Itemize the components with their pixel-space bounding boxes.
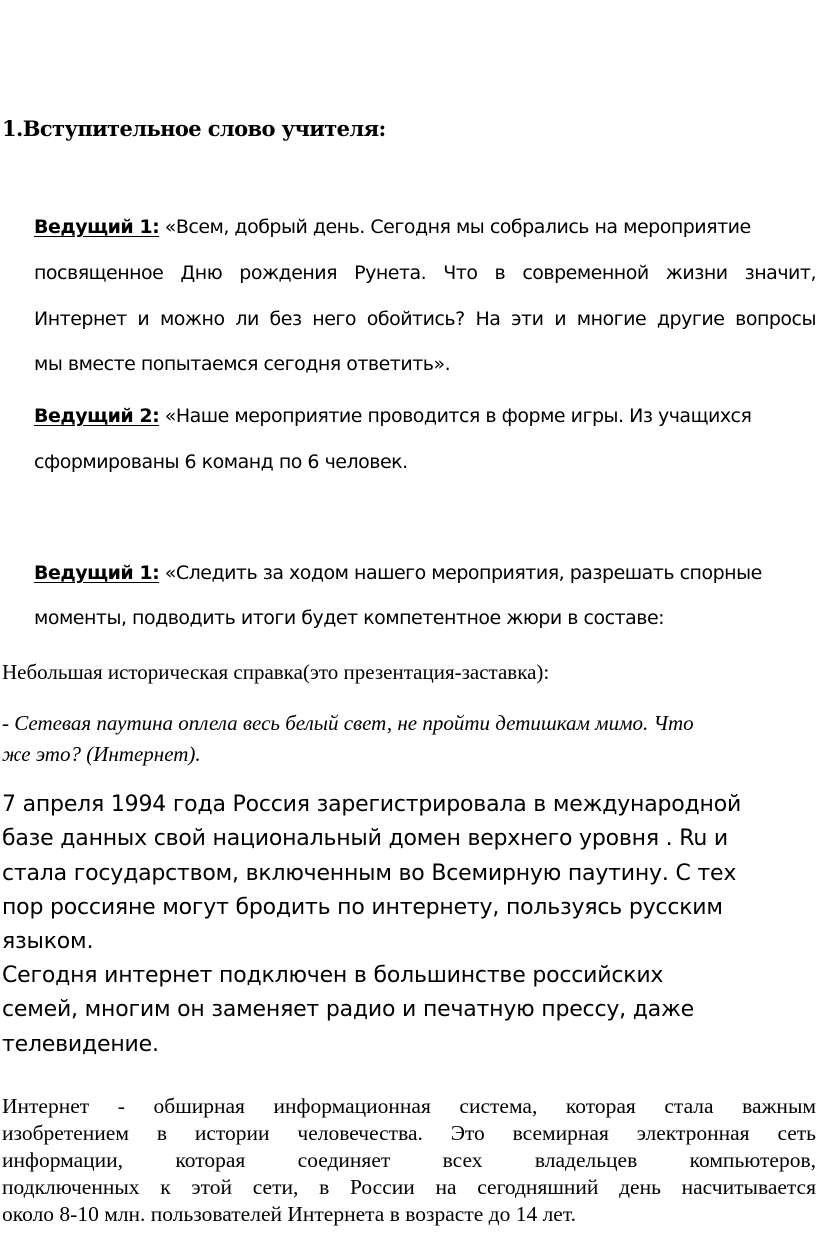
speaker-label: Ведущий 1: bbox=[34, 562, 160, 584]
speaker-label: Ведущий 2: bbox=[34, 405, 160, 427]
runet-line: телевидение. bbox=[2, 1032, 159, 1057]
definition-line: около 8-10 млн. пользователей Интернета в возрасте до 14 лет. bbox=[2, 1202, 577, 1226]
riddle-line: - Сетевая паутина оплела весь белый свет, не пройти детишкам мимо. Что bbox=[2, 711, 694, 735]
runet-line: языком. bbox=[2, 929, 94, 954]
section-heading: 1.Вступительное слово учителя: bbox=[2, 116, 386, 141]
paragraph-line: посвященное Дню рождения Рунета. Что в современной жизни значит, bbox=[34, 262, 816, 284]
paragraph-line: моменты, подводить итоги будет компетентное жюри в составе: bbox=[34, 607, 665, 629]
runet-line: Сегодня интернет подключен в большинстве российских bbox=[2, 963, 664, 988]
paragraph-line bbox=[34, 562, 762, 584]
runet-line: семей, многим он заменяет радио и печатную прессу, даже bbox=[2, 997, 695, 1022]
speaker-label: Ведущий 1: bbox=[34, 216, 160, 238]
paragraph-text: «Всем, добрый день. Сегодня мы собрались на мероприятие bbox=[164, 216, 751, 238]
runet-line: пор россияне могут бродить по интернету, пользуясь русским bbox=[2, 895, 723, 920]
runet-line: стала государством, включенным во Всемирную паутину. С тех bbox=[2, 861, 737, 886]
paragraph-line: мы вместе попытаемся сегодня ответить». bbox=[34, 353, 451, 375]
paragraph-text: «Наше мероприятие проводится в форме игры. Из учащихся bbox=[164, 405, 752, 427]
runet-line: базе данных свой национальный домен верхнего уровня . Ru и bbox=[2, 826, 729, 851]
runet-line: 7 апреля 1994 года Россия зарегистрировала в международной bbox=[2, 792, 742, 817]
definition-line: изобретением в истории человечества. Это всемирная электронная сеть bbox=[2, 1121, 816, 1145]
definition-line: Интернет - обширная информационная система, которая стала важным bbox=[2, 1094, 816, 1118]
definition-line: информации, которая соединяет всех владельцев компьютеров, bbox=[2, 1148, 816, 1172]
riddle-line: же это? (Интернет). bbox=[2, 742, 201, 766]
paragraph-line bbox=[34, 405, 751, 427]
paragraph-line: сформированы 6 команд по 6 человек. bbox=[34, 451, 408, 473]
paragraph-line: Интернет и можно ли без него обойтись? На эти и многие другие вопросы bbox=[34, 308, 816, 330]
paragraph-text: «Следить за ходом нашего мероприятия, разрешать спорные bbox=[164, 562, 762, 584]
definition-line: подключенных к этой сети, в России на сегодняшний день насчитывается bbox=[2, 1175, 816, 1199]
paragraph-line bbox=[34, 216, 751, 238]
history-note: Небольшая историческая справка(это презентация-заставка): bbox=[2, 660, 550, 684]
